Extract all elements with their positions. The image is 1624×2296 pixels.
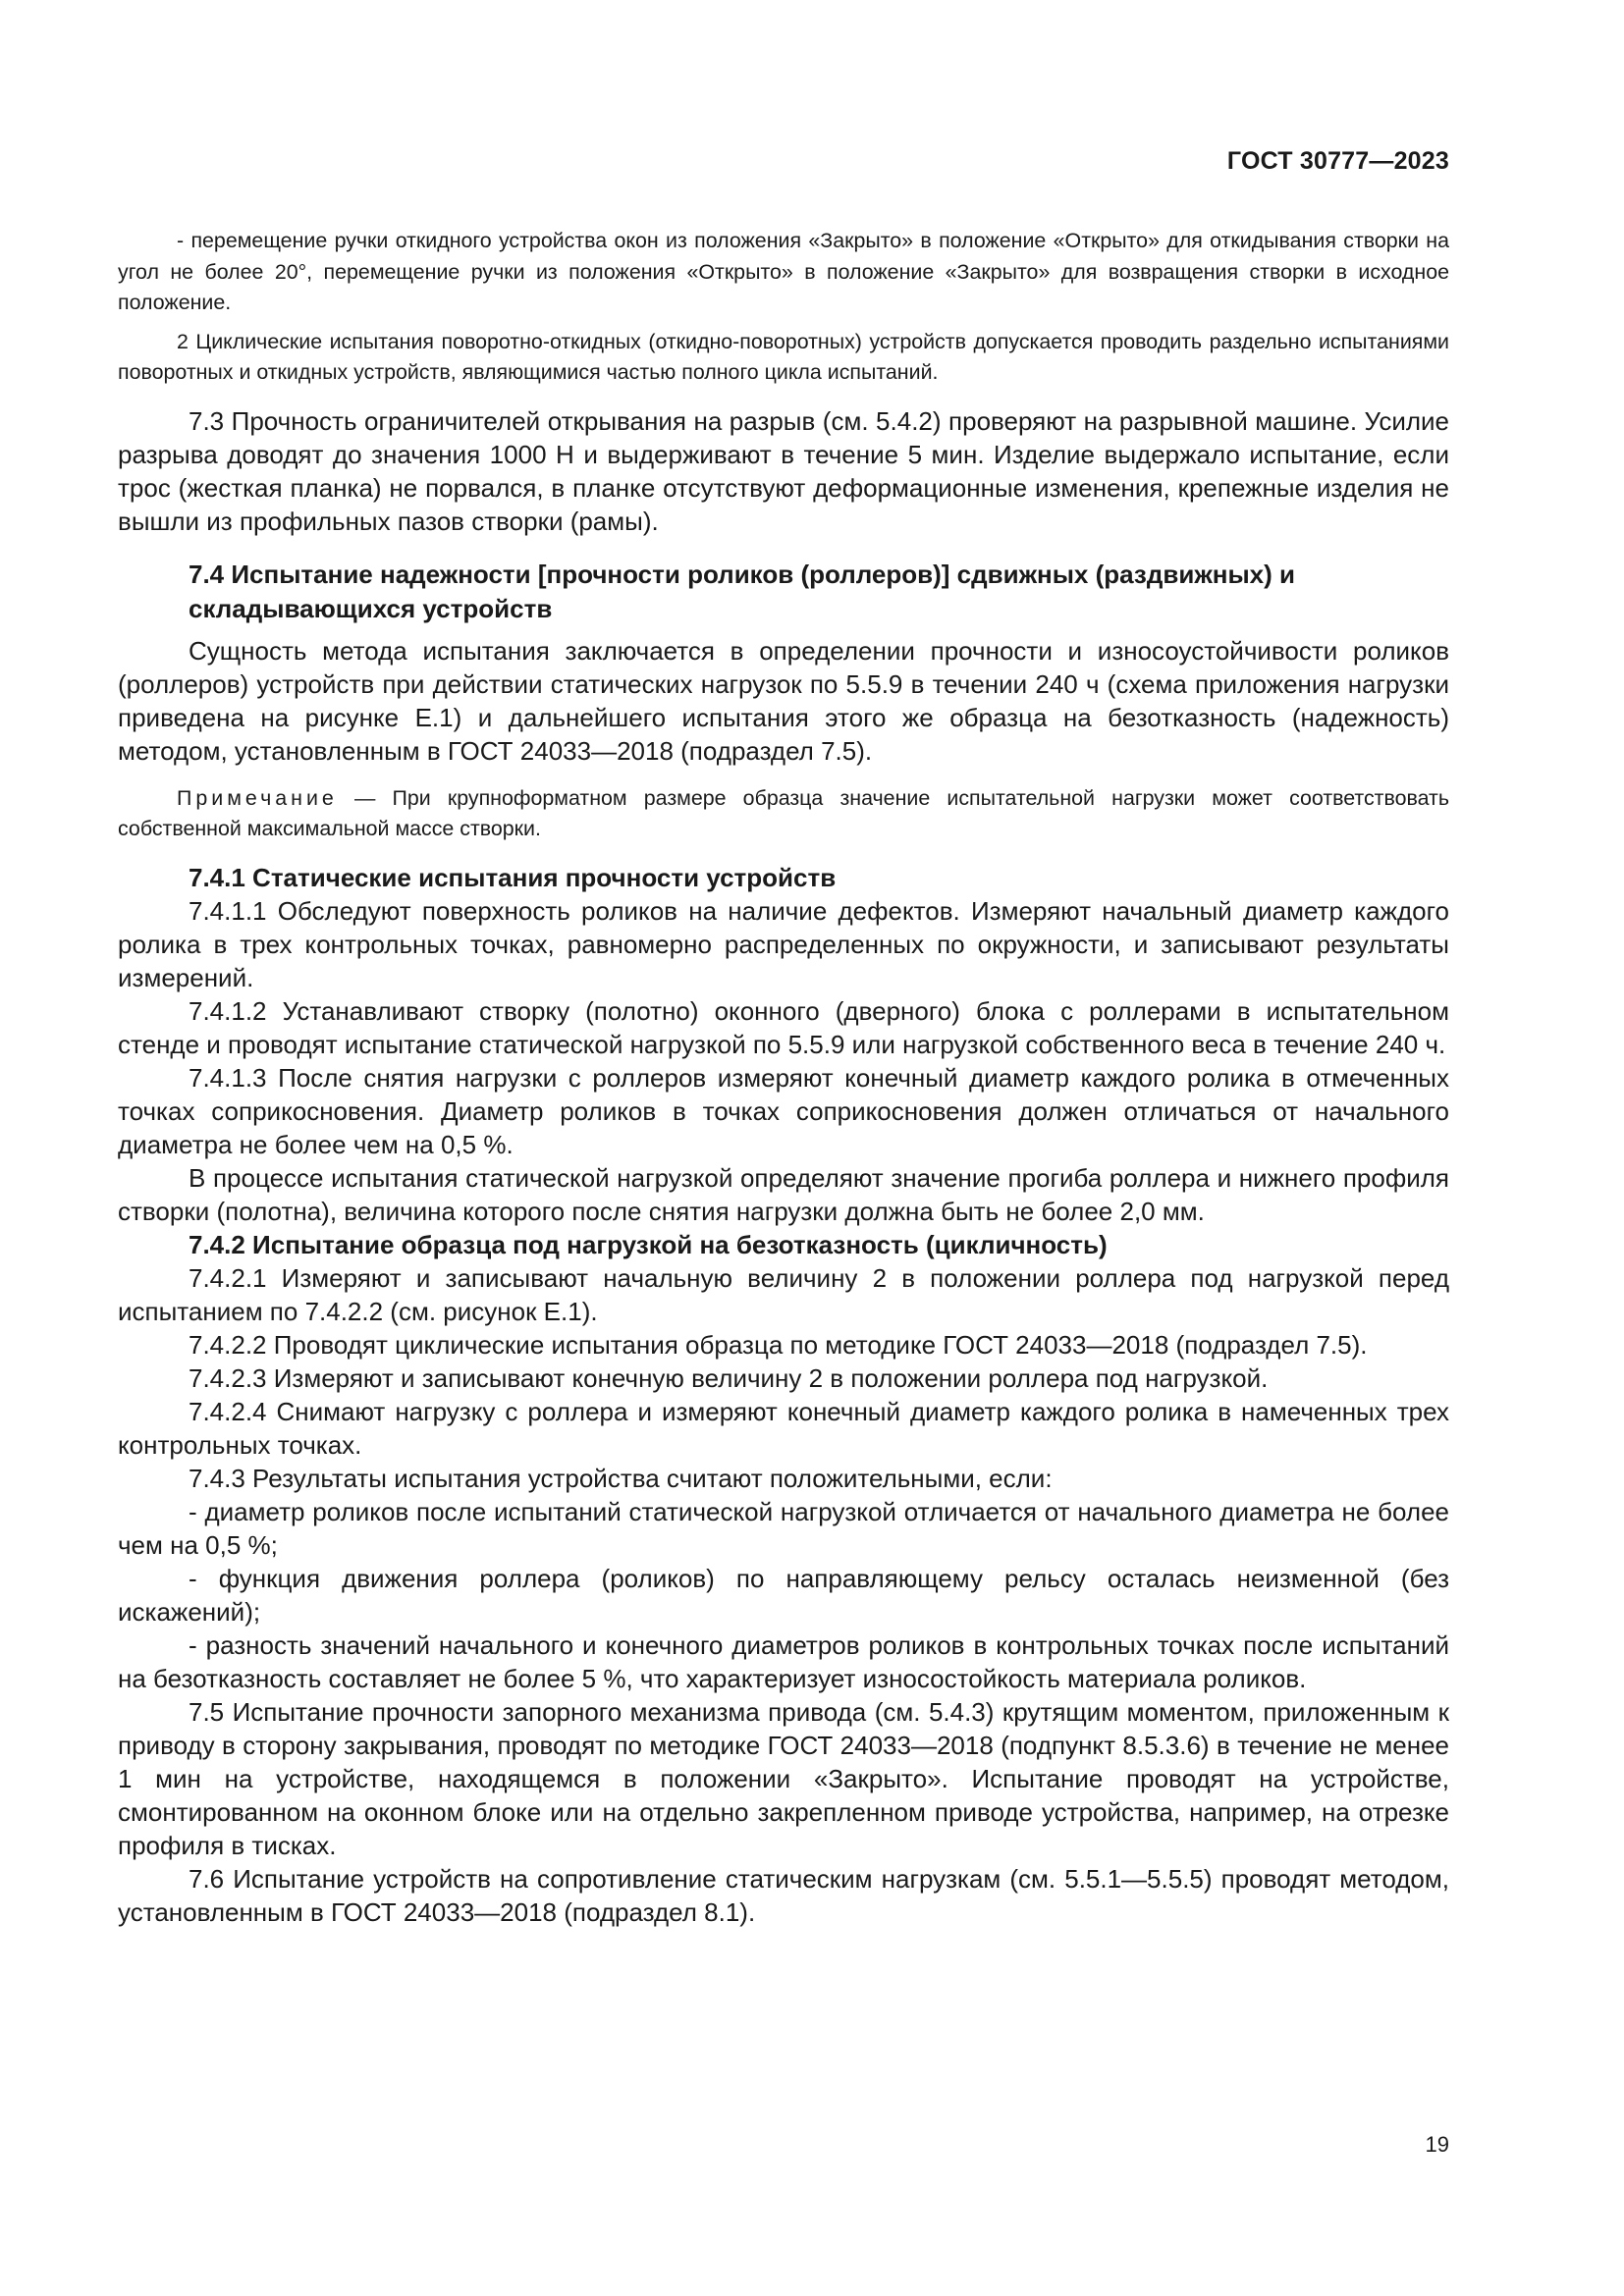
clause-7-4-1-deflection: В процессе испытания статической нагрузкой определяют значение прогиба роллера и нижнего профиля створки (полотна), величина которого после снятия нагрузки должна быть не более 2,0 мм. xyxy=(118,1162,1449,1226)
list-item-movement-function: - функция движения роллера (роликов) по направляющему рельсу осталась неизменной (без искажений); xyxy=(118,1563,1449,1627)
clause-7-4-2-1: 7.4.2.1 Измеряют и записывают начальную величину 2 в положении роллера под нагрузкой перед испытанием по 7.4.2.2 (см. рисунок Е.1). xyxy=(118,1262,1449,1326)
note-cyclic-tests: 2 Циклические испытания поворотно-откидных (откидно-поворотных) устройств допускается проводить раздельно испытаниями поворотных и откидных устройств, являющимися частью полного цикла испытаний. xyxy=(118,329,1449,384)
clause-7-4-1-3: 7.4.1.3 После снятия нагрузки с роллеров измеряют конечный диаметр каждого ролика в отмеченных точках соприкосновения. Диаметр роликов в точках соприкосновения должен отличаться от начального диаметра не более чем на 0,5 %. xyxy=(118,1062,1449,1159)
standard-code-header: ГОСТ 30777—2023 xyxy=(1226,147,1449,175)
note-label: Примечание xyxy=(177,785,338,810)
page-number: 19 xyxy=(1425,2132,1449,2157)
list-item-diameter-difference: - разность значений начального и конечного диаметров роликов в контрольных точках после испытаний на безотказность составляет не более 5 %, что характеризует износостойкость материала роликов. xyxy=(118,1629,1449,1693)
document-body xyxy=(118,226,1449,1929)
list-item-handle-movement: - перемещение ручки откидного устройства окон из положения «Закрыто» в положение «Открыто» для откидывания створки на угол не более 20°, перемещение ручки из положения «Открыто» в положение «Закрыто» для возвращения створки в исходное положение. xyxy=(118,229,1449,314)
note-large-format xyxy=(118,783,1449,845)
section-heading-7-4: 7.4 Испытание надежности [прочности роликов (роллеров)] сдвижных (раздвижных) и складывающихся устройств xyxy=(189,559,1295,623)
clause-7-3: 7.3 Прочность ограничителей открывания на разрыв (см. 5.4.2) проверяют на разрывной машине. Усилие разрыва доводят до значения 1000 Н и выдерживают в течение 5 мин. Изделие выдержало испытание, если трос (жесткая планка) не порвался, в планке отсутствуют деформационные изменения, крепежные изделия не вышли из профильных пазов створки (рамы). xyxy=(118,405,1449,536)
clause-7-4-1-1: 7.4.1.1 Обследуют поверхность роликов на наличие дефектов. Измеряют начальный диаметр каждого ролика в трех контрольных точках, равномерно распределенных по окружности, и записывают результаты измерений. xyxy=(118,895,1449,992)
clause-7-4-2-3: 7.4.2.3 Измеряют и записывают конечную величину 2 в положении роллера под нагрузкой. xyxy=(189,1362,1269,1393)
clause-7-4-1-2: 7.4.1.2 Устанавливают створку (полотно) оконного (дверного) блока с роллерами в испытательном стенде и проводят испытание статической нагрузкой по 5.5.9 или нагрузкой собственного веса в течение 240 ч. xyxy=(118,995,1449,1059)
clause-7-6: 7.6 Испытание устройств на сопротивление статическим нагрузкам (см. 5.5.1—5.5.5) проводят методом, установленным в ГОСТ 24033—2018 (подраздел 8.1). xyxy=(118,1863,1449,1927)
clause-7-4-3: 7.4.3 Результаты испытания устройства считают положительными, если: xyxy=(189,1463,1053,1493)
clause-7-4-2-4: 7.4.2.4 Снимают нагрузку с роллера и измеряют конечный диаметр каждого ролика в намеченных трех контрольных точках. xyxy=(118,1396,1449,1460)
document-page xyxy=(118,0,1449,2296)
list-item-diameter: - диаметр роликов после испытаний статической нагрузкой отличается от начального диаметра не более чем на 0,5 %; xyxy=(118,1496,1449,1560)
clause-7-5: 7.5 Испытание прочности запорного механизма привода (см. 5.4.3) крутящим моментом, приложенным к приводу в сторону закрывания, проводят по методике ГОСТ 24033—2018 (подпункт 8.5.3.6) в течение не менее 1 мин на устройстве, находящемся в положении «Закрыто». Испытание проводят на устройстве, смонтированном на оконном блоке или на отдельно закрепленном приводе устройства, например, на отрезке профиля в тисках. xyxy=(118,1696,1449,1860)
note-text: — При крупноформатном размере образца значение испытательной нагрузки может соответствовать собственной максимальной массе створки. xyxy=(118,785,1449,840)
clause-7-4-2-2: 7.4.2.2 Проводят циклические испытания образца по методике ГОСТ 24033—2018 (подраздел 7.5). xyxy=(189,1329,1368,1360)
clause-7-4-intro: Сущность метода испытания заключается в определении прочности и износоустойчивости роликов (роллеров) устройств при действии статических нагрузок по 5.5.9 в течении 240 ч (схема приложения нагрузки приведена на рисунке Е.1) и дальнейшего испытания этого же образца на безотказность (надежность) методом, установленным в ГОСТ 24033—2018 (подраздел 7.5). xyxy=(118,635,1449,766)
section-heading-7-4-2: 7.4.2 Испытание образца под нагрузкой на безотказность (цикличность) xyxy=(189,1229,1108,1259)
section-heading-7-4-1: 7.4.1 Статические испытания прочности устройств xyxy=(189,862,837,892)
